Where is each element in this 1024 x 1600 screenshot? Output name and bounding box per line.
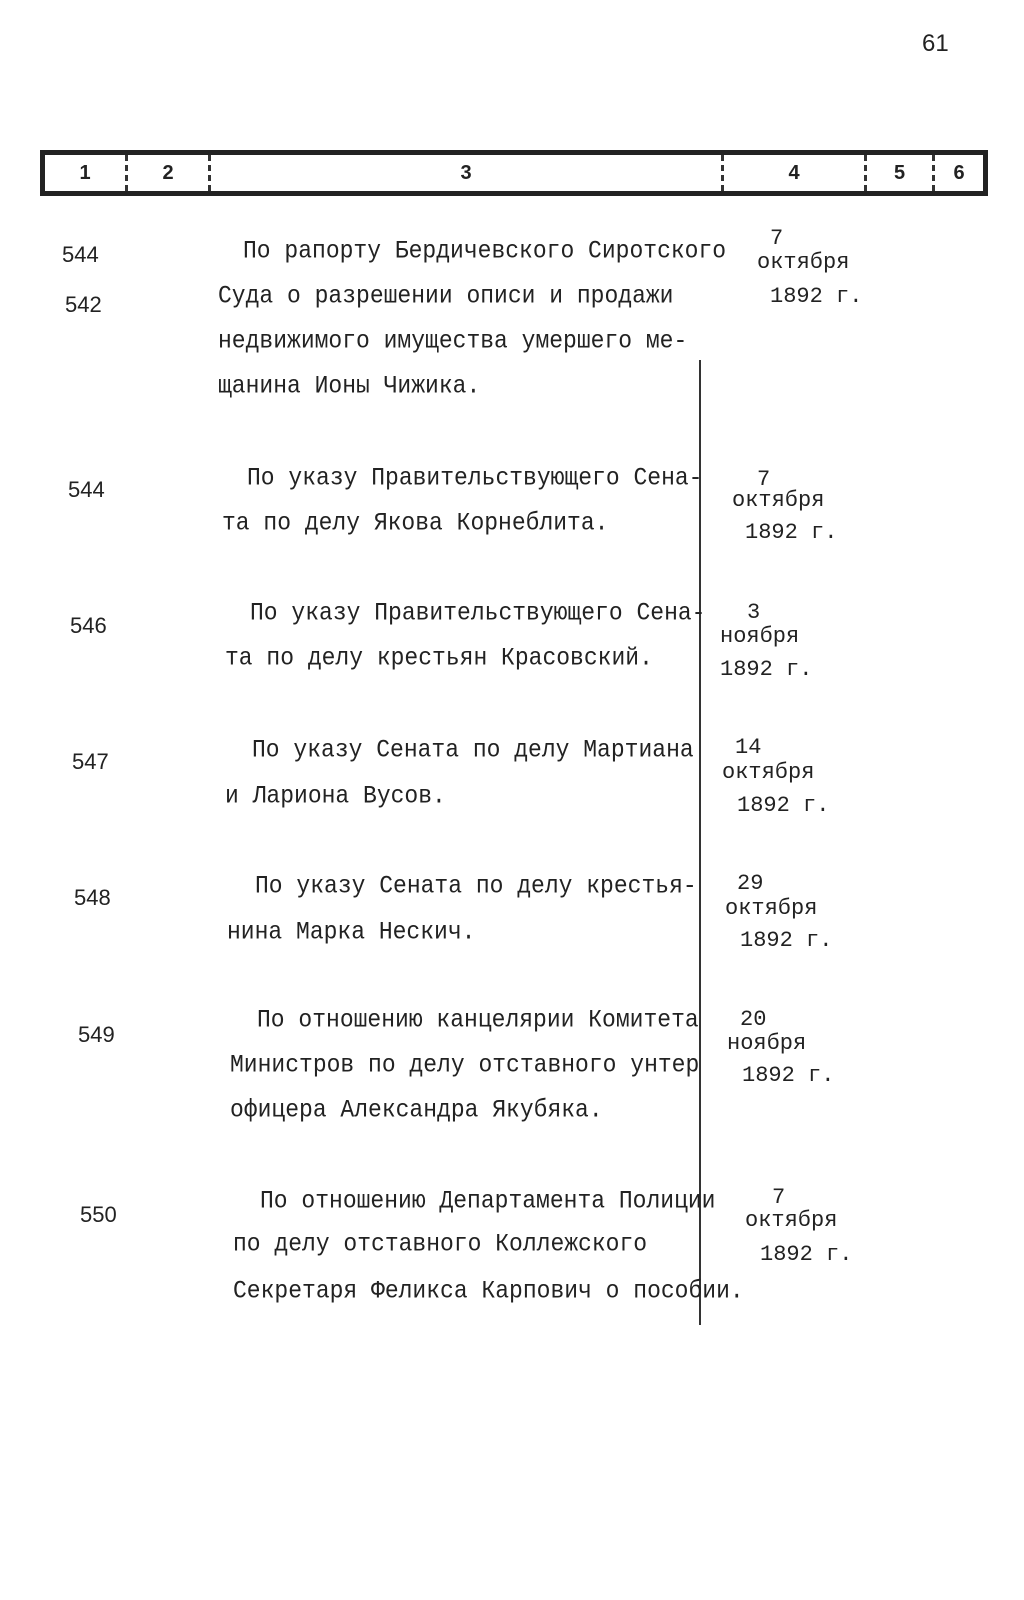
entry-text-line: щанина Ионы Чижика. <box>218 371 481 400</box>
entry-date-year: 1892 г. <box>720 657 813 682</box>
entry-date-month: ноября <box>720 624 800 649</box>
entry-date-month: октября <box>745 1208 838 1233</box>
entry-number: 549 <box>78 1022 115 1047</box>
entry-number: 550 <box>80 1202 117 1227</box>
entry-date-month: октября <box>725 896 818 921</box>
column-header-4: 4 <box>724 155 867 191</box>
entry-text-line: По указу Сената по делу Мартиана <box>252 735 694 764</box>
entry-date-year: 1892 г. <box>745 520 838 545</box>
entry-text-line: Министров по делу отставного унтер <box>230 1050 700 1079</box>
entry-text-line: По указу Правительствующего Сена- <box>247 463 703 492</box>
entry-text-line: По указу Сената по делу крестья- <box>255 871 697 900</box>
entry-text-line: недвижимого имущества умершего ме- <box>218 326 688 355</box>
entry-number: 546 <box>70 613 107 638</box>
column-header-1: 1 <box>45 155 128 191</box>
column-header-5: 5 <box>867 155 935 191</box>
entry-date-year: 1892 г. <box>740 928 833 953</box>
entry-date-year: 1892 г. <box>737 793 830 818</box>
entry-date-month: ноября <box>727 1031 807 1056</box>
entry-text-line: офицера Александра Якубяка. <box>230 1095 603 1124</box>
entry-text-line: та по делу крестьян Красовский. <box>225 643 653 672</box>
entry-text-line: по делу отставного Коллежского <box>233 1229 648 1258</box>
column-header-2: 2 <box>128 155 211 191</box>
entry-date-year: 1892 г. <box>770 284 863 309</box>
column-divider <box>699 360 701 1325</box>
entry-number: 542 <box>65 292 102 317</box>
entry-date-day: 7 <box>770 226 784 251</box>
entry-number: 544 <box>68 477 105 502</box>
entry-date-day: 3 <box>747 600 761 625</box>
page-number: 61 <box>922 30 949 57</box>
entry-text-line: нина Марка Нескич. <box>227 917 476 946</box>
entry-date-month: октября <box>722 760 815 785</box>
entry-date-day: 7 <box>772 1185 786 1210</box>
entry-number: 544 <box>62 242 99 267</box>
entry-date-day: 29 <box>737 871 764 896</box>
entry-date-day: 14 <box>735 735 762 760</box>
entry-text-line: та по делу Якова Корнеблита. <box>222 508 609 537</box>
entry-number: 548 <box>74 885 111 910</box>
entry-text-line: Секретаря Феликса Карпович о пособии. <box>233 1276 744 1305</box>
entry-date-day: 7 <box>757 467 771 492</box>
entry-date-month: октября <box>757 250 850 275</box>
entry-date-year: 1892 г. <box>742 1063 835 1088</box>
entry-text-line: и Лариона Вусов. <box>225 781 446 810</box>
entry-text-line: Суда о разрешении описи и продажи <box>218 281 674 310</box>
entry-text-line: По рапорту Бердичевского Сиротского <box>243 236 727 265</box>
column-header-3: 3 <box>211 155 724 191</box>
entry-number: 547 <box>72 749 109 774</box>
entry-date-month: октября <box>732 488 825 513</box>
column-header-row <box>40 150 988 196</box>
entry-text-line: По отношению канцелярии Комитета <box>257 1005 699 1034</box>
entry-text-line: По указу Правительствующего Сена- <box>250 598 706 627</box>
column-header-6: 6 <box>953 161 965 184</box>
entry-date-day: 20 <box>740 1007 767 1032</box>
entry-date-year: 1892 г. <box>760 1242 853 1267</box>
entry-text-line: По отношению Департамента Полиции <box>260 1186 716 1215</box>
